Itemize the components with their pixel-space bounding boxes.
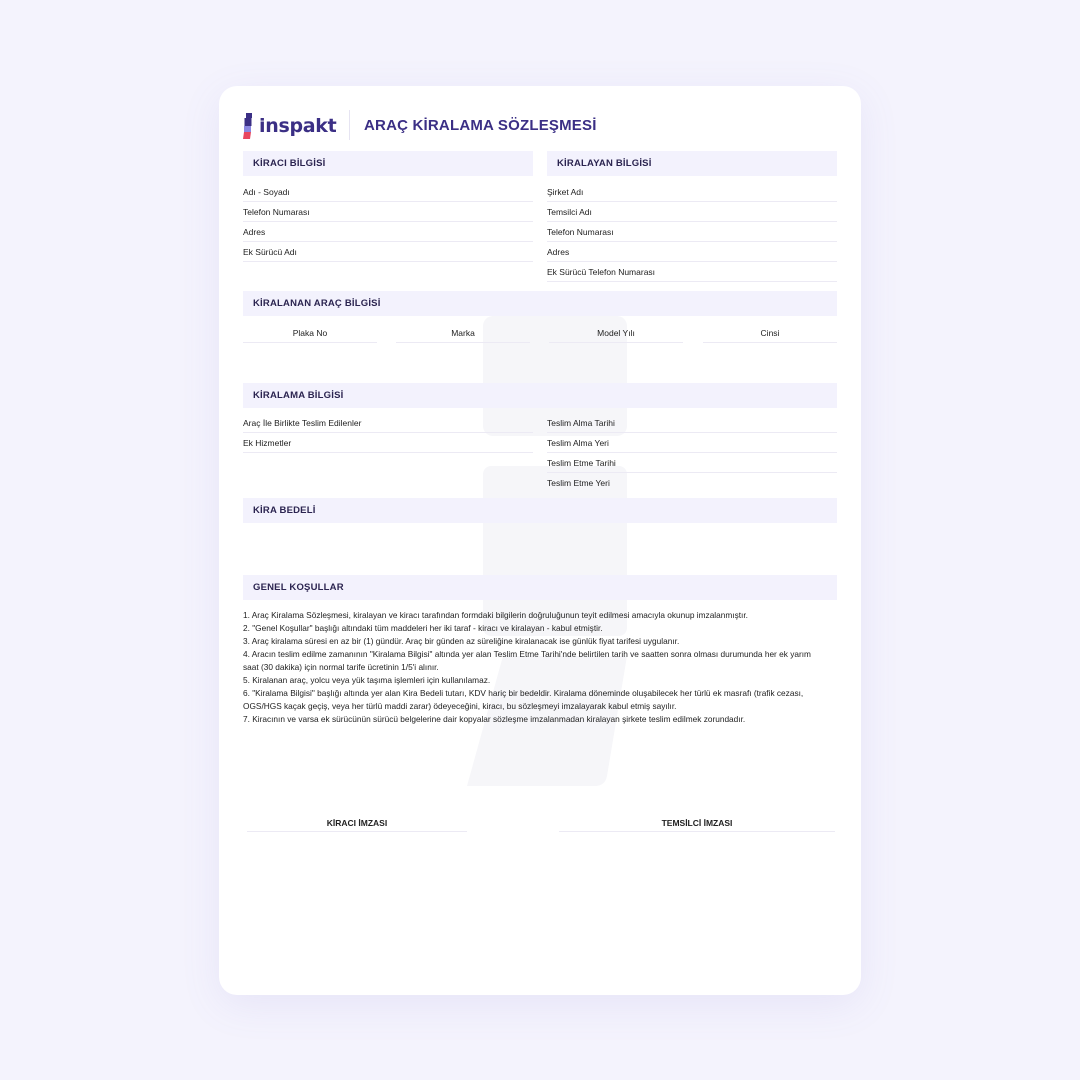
lessor-phone-field[interactable]: Telefon Numarası bbox=[547, 222, 837, 242]
lessor-info-heading: KİRALAYAN BİLGİSİ bbox=[547, 151, 837, 176]
lessor-representative-field[interactable]: Temsilci Adı bbox=[547, 202, 837, 222]
return-date-field[interactable]: Teslim Etme Tarihi bbox=[547, 453, 837, 473]
general-conditions-heading: GENEL KOŞULLAR bbox=[243, 575, 837, 600]
extra-services-field[interactable]: Ek Hizmetler bbox=[243, 433, 533, 453]
condition-item: 2. "Genel Koşullar" başlığı altındaki tüm maddeleri her iki taraf - kiracı ve kiralayan - kabul etmiştir. bbox=[243, 623, 603, 633]
inspakt-logo-icon bbox=[243, 113, 253, 139]
brand-logo bbox=[243, 112, 336, 140]
model-year-column[interactable]: Model Yılı bbox=[549, 323, 683, 343]
representative-signature-field[interactable]: TEMSİLCİ İMZASI bbox=[559, 816, 835, 832]
renter-phone-field[interactable]: Telefon Numarası bbox=[243, 202, 533, 222]
header-divider bbox=[349, 110, 350, 140]
pickup-location-field[interactable]: Teslim Alma Yeri bbox=[547, 433, 837, 453]
condition-item: 4. Aracın teslim edilme zamanının "Kiralama Bilgisi" altında yer alan Teslim Etme Tarihi'nde belirtilen tarih ve saatten sonra olması durumunda her ek yarım saat (30 dakika) için normal tarife ücretinin 1/5'i alınır. bbox=[243, 649, 811, 672]
contract-document bbox=[219, 86, 861, 995]
brand-name: inspakt bbox=[259, 115, 337, 137]
renter-signature-field[interactable]: KİRACI İMZASI bbox=[247, 816, 467, 832]
renter-extra-driver-field[interactable]: Ek Sürücü Adı bbox=[243, 242, 533, 262]
plate-number-column[interactable]: Plaka No bbox=[243, 323, 377, 343]
renter-name-field[interactable]: Adı - Soyadı bbox=[243, 182, 533, 202]
brand-column[interactable]: Marka bbox=[396, 323, 530, 343]
vehicle-type-column[interactable]: Cinsi bbox=[703, 323, 837, 343]
lessor-extra-driver-phone-field[interactable]: Ek Sürücü Telefon Numarası bbox=[547, 262, 837, 282]
document-title: ARAÇ KİRALAMA SÖZLEŞMESİ bbox=[364, 117, 597, 134]
lessor-company-field[interactable]: Şirket Adı bbox=[547, 182, 837, 202]
document-header bbox=[243, 110, 837, 142]
delivered-items-field[interactable]: Araç İle Birlikte Teslim Edilenler bbox=[243, 413, 533, 433]
condition-item: 1. Araç Kiralama Sözleşmesi, kiralayan ve kiracı tarafından formdaki bilgilerin doğruluğunun teyit edilmesi amacıyla okunup imzalanmıştır. bbox=[243, 610, 748, 620]
conditions-list bbox=[243, 609, 828, 726]
condition-item: 6. "Kiralama Bilgisi" başlığı altında yer alan Kira Bedeli tutarı, KDV hariç bir bedeldir. Kiralama döneminde oluşabilecek her türlü ek masrafı (trafik cezası, OGS/HGS kaçak geçiş, veya her türlü maddi zarar) ödeyeceğini, kiracı, bu sözleşmeyi imzalayarak kabul etmiş sayılır. bbox=[243, 688, 804, 711]
renter-address-field[interactable]: Adres bbox=[243, 222, 533, 242]
vehicle-info-heading: KİRALANAN ARAÇ BİLGİSİ bbox=[243, 291, 837, 316]
condition-item: 7. Kiracının ve varsa ek sürücünün sürücü belgelerine dair kopyalar sözleşme imzalanmadan kiralayan şirkete teslim edilmek zorundadır. bbox=[243, 714, 746, 724]
rental-fee-heading: KİRA BEDELİ bbox=[243, 498, 837, 523]
condition-item: 5. Kiralanan araç, yolcu veya yük taşıma işlemleri için kullanılamaz. bbox=[243, 675, 491, 685]
rental-info-heading: KİRALAMA BİLGİSİ bbox=[243, 383, 837, 408]
return-location-field[interactable]: Teslim Etme Yeri bbox=[547, 478, 610, 488]
pickup-date-field[interactable]: Teslim Alma Tarihi bbox=[547, 413, 837, 433]
lessor-address-field[interactable]: Adres bbox=[547, 242, 837, 262]
condition-item: 3. Araç kiralama süresi en az bir (1) gündür. Araç bir günden az süreliğine kiralanacak ise günlük fiyat tarifesi uygulanır. bbox=[243, 636, 680, 646]
renter-info-heading: KİRACI BİLGİSİ bbox=[243, 151, 533, 176]
